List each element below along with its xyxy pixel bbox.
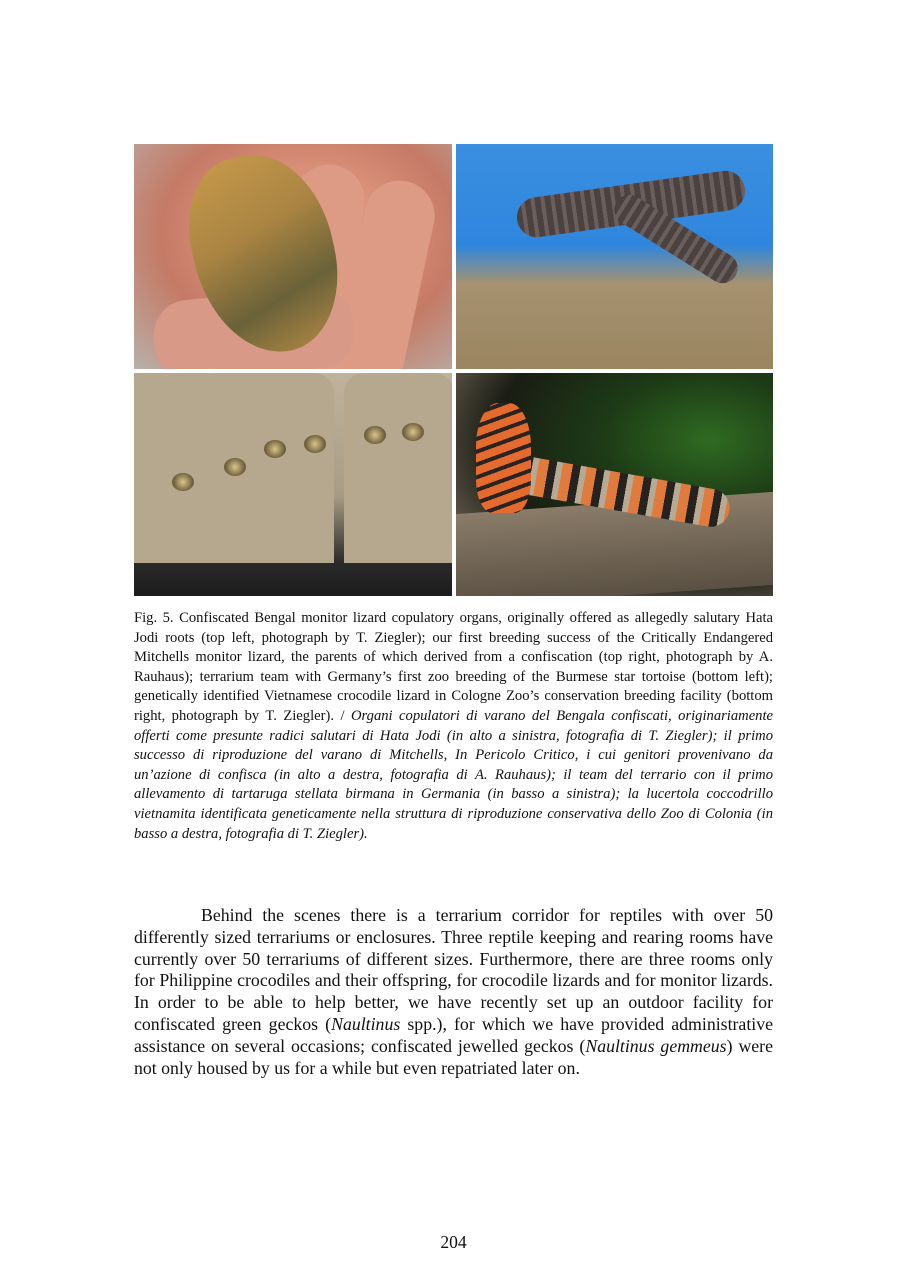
photo-bengal-monitor-copulatory-organs [134,144,452,369]
caption-english: Confiscated Bengal monitor lizard copulatory organs, originally offered as allegedly salutary Hata Jodi roots (top left, photograph by T. Ziegler); our first breeding success of the Critically Endangered Mitchells monitor lizard, the parents of which derived from a confiscation (top right, photograph by A. Rauhaus); terrarium team with Germany’s first zoo breeding of the Burmese star tortoise (bottom left); genetically identified Vietnamese crocodile lizard in Cologne Zoo’s conservation breeding facility (bottom right, photograph by T. Ziegler). [134,610,774,724]
tortoise-shape [172,473,194,491]
body-text-run: Behind the scenes there is a terrarium corridor for reptiles with over 50 differently sized terrariums or enclosures. Three reptile keeping and rearing rooms have currently over 50 terrariums of different sizes. Furthermore, there are three rooms only for Philippine crocodiles and their offspring, for crocodile lizards and for monitor lizards. In order to be able to help better, we have recently set up an outdoor facility for confiscated green geckos ( [134,905,773,1034]
photo-vietnamese-crocodile-lizard [456,373,773,596]
shirt-shape [194,373,334,563]
tortoise-shape [364,426,386,444]
crocodile-lizard-head-shape [476,403,531,513]
tortoise-shape [264,440,286,458]
body-paragraph [134,905,773,1079]
figure-caption [134,609,773,844]
figure-label: Fig. 5. [134,610,174,626]
body-text-run: spp.), for which we have provided administrative assistance on several occasions; confiscated jewelled geckos ( [134,1013,773,1056]
caption-separator: / [340,707,345,724]
shirt-shape [344,373,452,563]
photo-mitchells-monitor-juvenile [456,144,773,369]
tortoise-shape [224,458,246,476]
taxon-name: Naultinus gemmeus [585,1035,727,1056]
caption-italian: Organi copulatori di varano del Bengala confiscati, originariamente offerti come presunte radici salutari di Hata Jodi (in alto a sinistra, fotografia di T. Ziegler); il primo successo di riproduzione del varano di Mitchells, In Pericolo Critico, i cui genitori provenivano da un’azione di confisca (in alto a destra, fotografia di A. Rauhaus); il team del terrario con il primo allevamento di tartaruga stellata birmana in Germania (in basso a sinistra); la lucertola coccodrillo vietnamita identificata geneticamente nella struttura di riproduzione conservativa dello Zoo di Colonia (in basso a destra, fotografia di T. Ziegler). [134,707,773,842]
page-number: 204 [440,1232,467,1252]
taxon-name: Naultinus [331,1013,401,1034]
photo-star-tortoise-team [134,373,452,596]
body-text-run: ) were not only housed by us for a while but even repatriated later on. [134,1035,773,1078]
tortoise-shape [402,423,424,441]
figure-5-photo-grid [134,144,773,596]
tortoise-shape [304,435,326,453]
